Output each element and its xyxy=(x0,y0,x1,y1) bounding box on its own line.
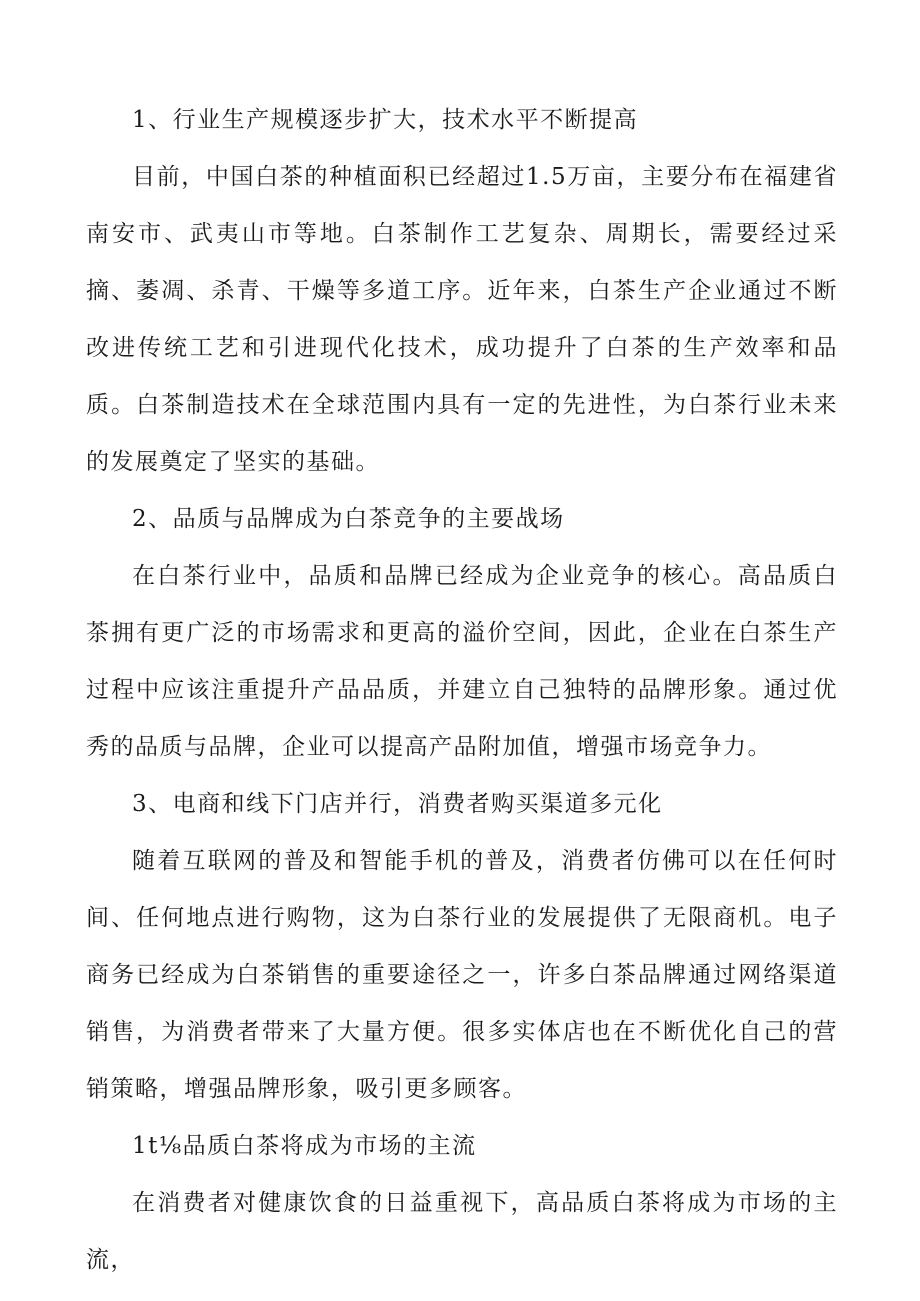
section-paragraph-4: 在消费者对健康饮食的日益重视下，高品质白茶将成为市场的主流， xyxy=(86,1190,838,1273)
section-heading-4: 1t⅛品质白茶将成为市场的主流 xyxy=(132,1133,477,1159)
section-paragraph-3: 随着互联网的普及和智能手机的普及，消费者仿佛可以在任何时间、任何地点进行购物，这为白茶行业的发展提供了无限商机。电子商务已经成为白茶销售的重要途径之一，许多白茶品牌通过网络渠道销售，为消费者带来了大量方便。很多实体店也在不断优化自己的营销策略，增强品牌形象，吸引更多顾客。 xyxy=(86,848,838,1102)
section-heading-3: 3、电商和线下门店并行，消费者购买渠道多元化 xyxy=(132,791,663,817)
section-paragraph-1: 目前，中国白茶的种植面积已经超过1.5万亩，主要分布在福建省南安市、武夷山市等地。白茶制作工艺复杂、周期长，需要经过采摘、萎凋、杀青、干燥等多道工序。近年来，白茶生产企业通过不断改进传统工艺和引进现代化技术，成功提升了白茶的生产效率和品质。白茶制造技术在全球范围内具有一定的先进性，为白茶行业未来的发展奠定了坚实的基础。 xyxy=(86,164,838,475)
section-heading-2: 2、品质与品牌成为白茶竞争的主要战场 xyxy=(132,506,565,532)
section-paragraph-2: 在白茶行业中，品质和品牌已经成为企业竞争的核心。高品质白茶拥有更广泛的市场需求和更高的溢价空间，因此，企业在白茶生产过程中应该注重提升产品品质，并建立自己独特的品牌形象。通过优秀的品质与品牌，企业可以提高产品附加值，增强市场竞争力。 xyxy=(86,563,838,760)
document-body xyxy=(86,92,838,1289)
section-heading-1: 1、行业生产规模逐步扩大，技术水平不断提高 xyxy=(132,107,639,133)
